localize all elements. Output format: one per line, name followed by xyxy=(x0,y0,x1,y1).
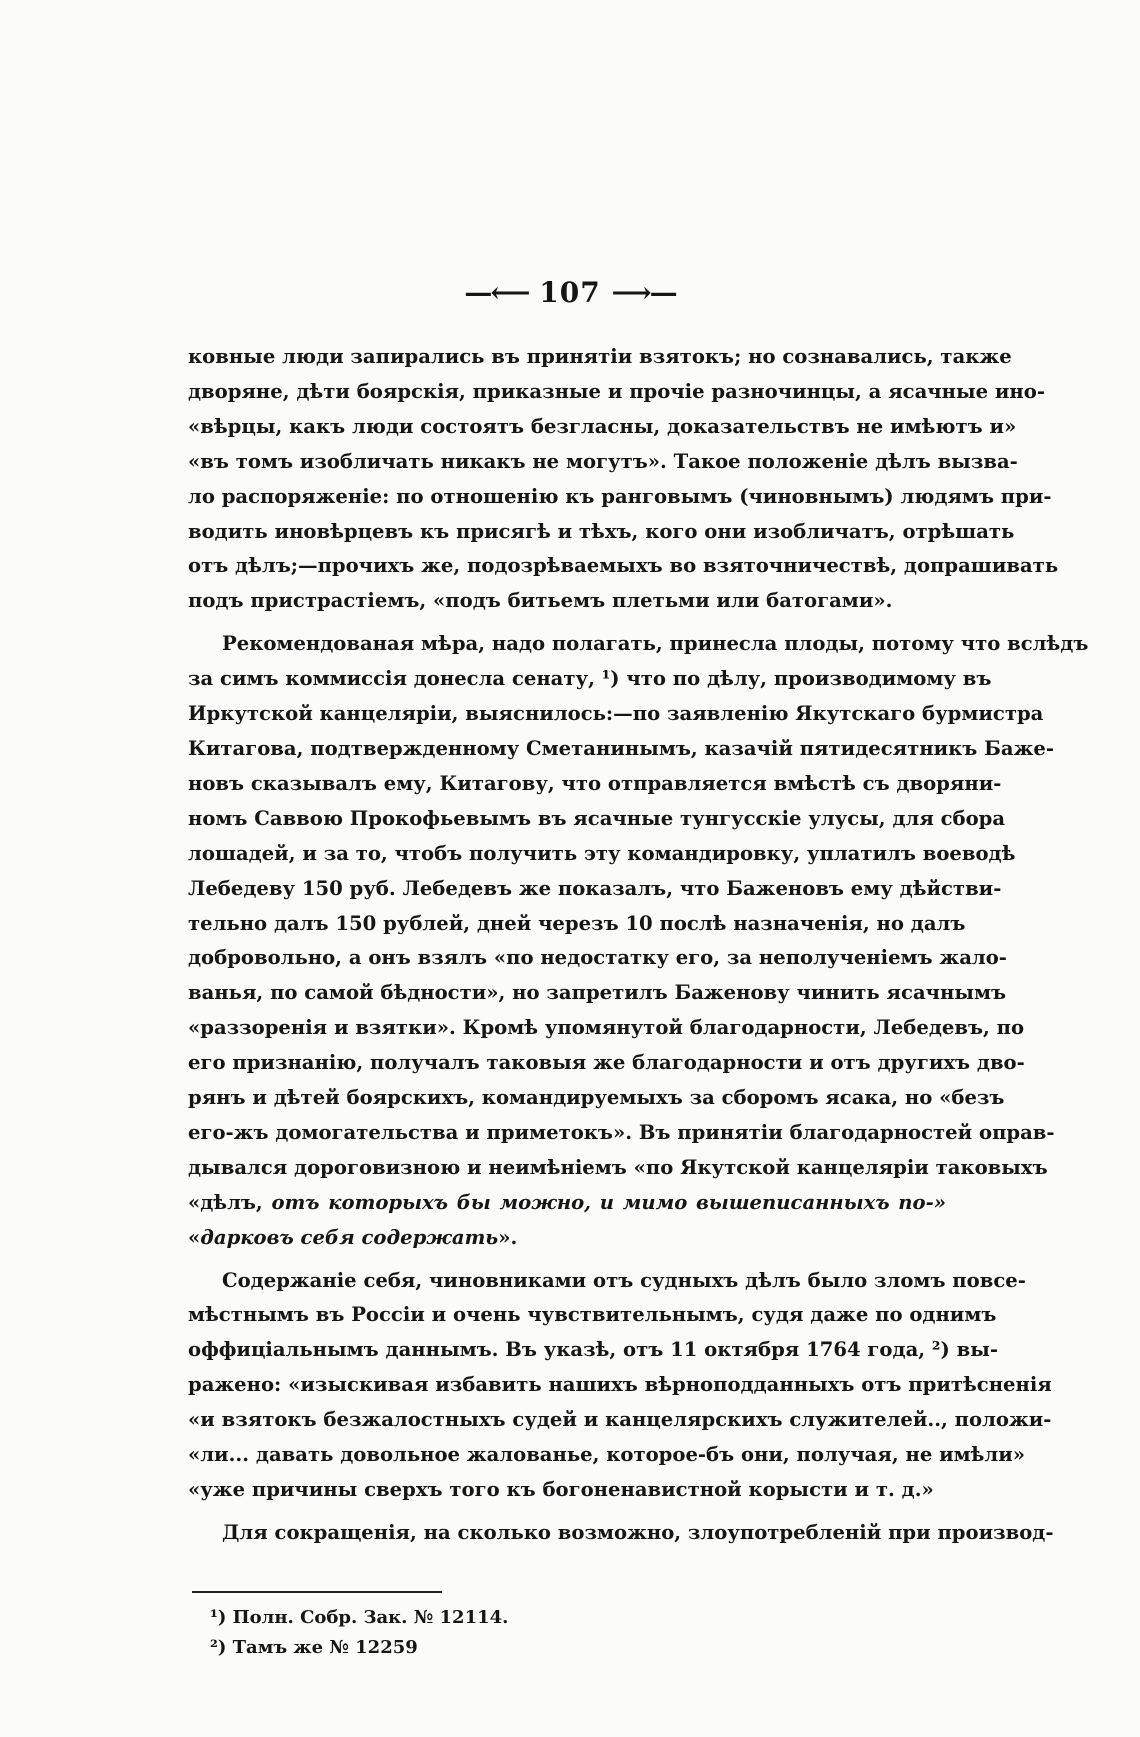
paragraph2-line: Китагова, подтвержденному Сметанинымъ, казачій пятидесятникъ Баже- xyxy=(188,736,1054,760)
paragraph2-line: номъ Саввою Прокофьевымъ въ ясачные тунгусскіе улусы, для сбора xyxy=(188,806,1006,830)
paragraph2-line: новъ сказывалъ ему, Китагову, что отправляется вмѣстѣ съ дворяни- xyxy=(188,771,1002,795)
paragraph1-line: «въ томъ изобличать никакъ не могутъ». Такое положеніе дѣлъ вызва- xyxy=(188,449,1018,473)
paragraph-3 xyxy=(188,1264,1052,1508)
ornament-left: —⟵ xyxy=(464,276,529,309)
paragraph2-line: рянъ и дѣтей боярскихъ, командируемыхъ за сборомъ ясака, но «безъ xyxy=(188,1086,1005,1110)
paragraph1-line: отъ дѣлъ;—прочихъ же, подозрѣваемыхъ во взяточничествѣ, допрашивать xyxy=(188,554,1059,578)
paragraph1-line: ковные люди запирались въ принятіи взятокъ; но сознавались, также xyxy=(188,345,1012,368)
paragraph-2 xyxy=(188,627,1089,1186)
paragraph1-line: ло распоряженіе: по отношенію къ ранговымъ (чиновнымъ) людямъ при- xyxy=(188,484,1052,508)
paragraph3-line: Содержаніе себя, чиновниками отъ судныхъ дѣлъ было зломъ повсе- xyxy=(222,1268,1026,1292)
paragraph2-line: Рекомендованая мѣра, надо полагать, принесла плоды, потому что вслѣдъ xyxy=(222,632,1089,656)
footnote-2: ²) Тамъ же № 12259 xyxy=(210,1637,418,1658)
paragraph2-line: за симъ коммиссія донесла сенату, ¹) что по дѣлу, производимому въ xyxy=(188,667,992,691)
page-number: 107 xyxy=(539,276,601,309)
paragraph2-line: его-жъ домогательства и приметокъ». Въ принятіи благодарностей оправ- xyxy=(188,1120,1055,1144)
paragraph2-line: Лебедеву 150 руб. Лебедевъ же показалъ, что Баженовъ ему дѣйстви- xyxy=(188,876,1002,900)
paragraph1-line: «вѣрцы, какъ люди состоятъ безгласны, доказательствъ не имѣютъ и» xyxy=(188,414,1017,438)
paragraph1-line: водить иновѣрцевъ къ присягѣ и тѣхъ, кого они изобличатъ, отрѣшать xyxy=(188,519,1015,543)
paragraph3-line: ражено: «изыскивая избавить нашихъ вѣрноподданныхъ отъ притѣсненія xyxy=(188,1373,1052,1397)
page-header xyxy=(0,276,1140,309)
paragraph2-line: лошадей, и за то, чтобъ получить эту командировку, уплатилъ воеводѣ xyxy=(188,841,1016,865)
paragraph2-line: дывался дороговизною и неимѣніемъ «по Якутской канцеляріи таковыхъ xyxy=(188,1155,1048,1179)
paragraph-2-italic-line-2: «дарковъ себя содержать». xyxy=(188,1225,518,1249)
paragraph2-line: тельно далъ 150 рублей, дней черезъ 10 послѣ назначенія, но далъ xyxy=(188,911,966,935)
ornament-right: ⟶— xyxy=(611,276,676,309)
paragraph2-line: Иркутской канцеляріи, выяснилось:—по заявленію Якутскаго бурмистра xyxy=(188,702,1044,726)
footnote-rule xyxy=(192,1591,442,1593)
paragraph2-line: ванья, по самой бѣдности», но запретилъ Баженову чинить ясачнымъ xyxy=(188,981,1007,1005)
paragraph1-line: подъ пристрастіемъ, «подъ битьемъ плетьми или батогами». xyxy=(188,589,893,613)
paragraph2-line: добровольно, а онъ взялъ «по недостатку его, за неполученіемъ жало- xyxy=(188,946,1007,970)
paragraph3-line: «ли... давать довольное жалованье, которое-бъ они, получая, не имѣли» xyxy=(188,1443,1026,1467)
paragraph3-line: «и взятокъ безжалостныхъ судей и канцелярскихъ служителей.., положи- xyxy=(188,1408,1052,1432)
paragraph-1 xyxy=(188,340,1059,619)
paragraph3-line: «уже причины сверхъ того къ богоненавистной корысти и т. д.» xyxy=(188,1478,934,1501)
paragraph3-line: мѣстнымъ въ Россіи и очень чувствительнымъ, судя даже по однимъ xyxy=(188,1303,997,1327)
footnotes xyxy=(210,1603,508,1663)
paragraph3-line: оффиціальнымъ даннымъ. Въ указѣ, отъ 11 октября 1764 года, ²) вы- xyxy=(188,1338,998,1362)
body-text xyxy=(188,340,1089,1551)
paragraph1-line: дворяне, дѣти боярскія, приказные и прочіе разночинцы, а ясачные ино- xyxy=(188,379,1045,403)
footnote-1: ¹) Полн. Собр. Зак. № 12114. xyxy=(210,1607,509,1628)
paragraph-4 xyxy=(188,1516,1054,1551)
paragraph4-line: Для сокращенія, на сколько возможно, злоупотребленій при производ- xyxy=(222,1520,1054,1544)
paragraph2-line: его признанію, получалъ таковыя же благодарности и отъ другихъ дво- xyxy=(188,1051,1025,1075)
paragraph-2-italic-line-1: «дѣлъ, отъ которыхъ бы можно, и мимо вышеписанныхъ по-» xyxy=(188,1190,946,1214)
paragraph2-line: «раззоренія и взятки». Кромѣ упомянутой благодарности, Лебедевъ, по xyxy=(188,1016,1025,1040)
